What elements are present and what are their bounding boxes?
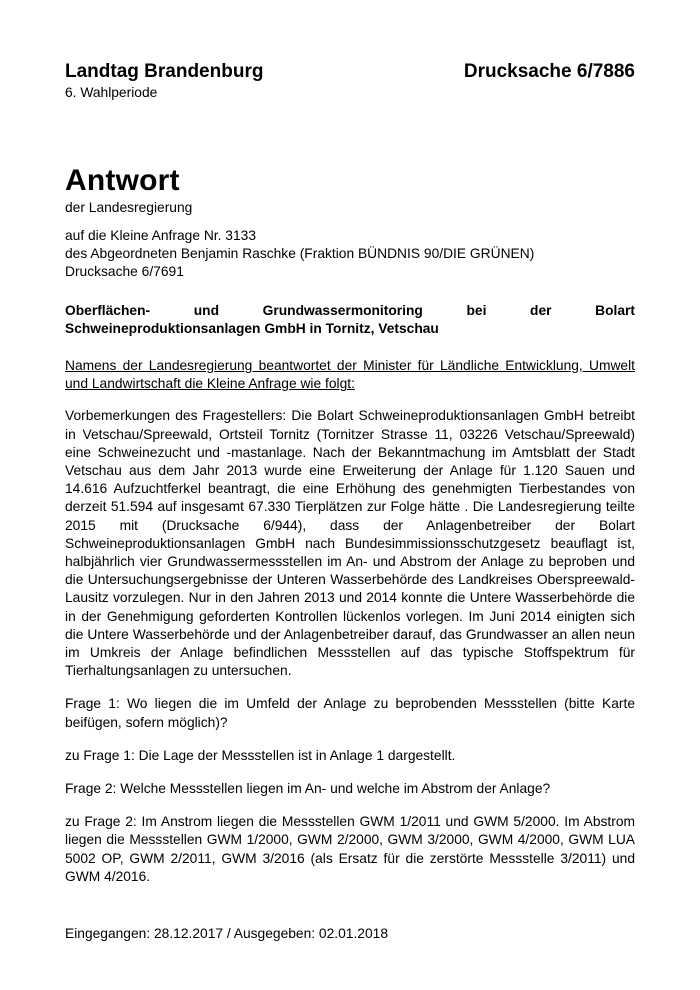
reference-block (65, 227, 635, 282)
preamble-statement: Namens der Landesregierung beantwortet der Minister für Ländliche Entwicklung, Umwelt und Landwirtschaft die Kleine Anfrage wie folgt: (65, 358, 635, 392)
reference-line-abgeordneter: des Abgeordneten Benjamin Raschke (Fraktion BÜNDNIS 90/DIE GRÜNEN) (65, 246, 535, 262)
paragraph-antwort-2: zu Frage 2: Im Anstrom liegen die Messstellen GWM 1/2011 und GWM 5/2000. Im Abstrom liegen die Messstellen GWM 1/2000, GWM 2/2000, GWM 3/2000, GWM 4/2000, GWM LUA 5002 OP, GWM 2/2011, GWM 3/2016 (als Ersatz für die zerstörte Messstelle 3/2011) und GWM 4/2016. (65, 814, 635, 884)
legislative-period: 6. Wahlperiode (65, 85, 158, 100)
paragraph-frage-1: Frage 1: Wo liegen die im Umfeld der Anlage zu beprobenden Messstellen (bitte Karte beifügen, sofern möglich)? (65, 696, 635, 730)
paragraph-frage-2: Frage 2: Welche Messstellen liegen im An- und welche im Abstrom der Anlage? (65, 781, 551, 797)
document-subtitle: der Landesregierung (65, 200, 193, 215)
institution-name: Landtag Brandenburg (65, 61, 264, 82)
document-header (65, 60, 635, 84)
subject-heading: Oberflächen- und Grundwassermonitoring bei der Bolart Schweineproduktionsanlagen GmbH in Tornitz, Vetschau (65, 302, 635, 336)
drucksache-number: Drucksache 6/7886 (463, 61, 635, 82)
document-title: Antwort (65, 164, 180, 197)
paragraph-vorbemerkungen: Vorbemerkungen des Fragestellers: Die Bolart Schweineproduktionsanlagen GmbH betreibt in Vetschau/Spreewald, Ortsteil Tornitz (Tornitzer Strasse 11, 03226 Vetschau/Spreewald) eine Schweinezucht und -mastanlage. Nach der Bekanntmachung im Amtsblatt der Stadt Vetschau aus dem Jahr 2013 wurde eine Erweiterung der Anlage für 1.120 Sauen und 14.616 Aufzuchtferkel beantragt, die eine Erhöhung des genehmigten Tierbestandes von derzeit 51.594 auf insgesamt 67.330 Tierplätzen zur Folge hätte . Die Landesregierung teilte 2015 mit (Drucksache 6/944), dass der Anlagenbetreiber der Bolart Schweineproduktionsanlagen GmbH nach Bundesimmissionsschutzgesetz beauflagt ist, halbjährlich vier Grundwassermessstellen im An- und Abstrom der Anlage zu beproben und die Untersuchungsergebnisse der Unteren Wasserbehörde des Landkreises Oberspreewald-Lausitz vorzulegen. Nur in den Jahren 2013 und 2014 konnte die Untere Wasserbehörde die in der Genehmigung geforderten Kontrollen lückenlos vorlegen. Im Juni 2014 einigten sich die Untere Wasserbehörde und der Anlagenbetreiber darauf, das Grundwasser an allen neun im Umkreis der Anlage befindlichen Messstellen auf das typische Stoffspektrum für Tierhaltungsanlagen zu untersuchen. (65, 408, 635, 679)
reference-line-anfrage: auf die Kleine Anfrage Nr. 3133 (65, 228, 256, 243)
reference-line-drucksache: Drucksache 6/7691 (65, 264, 184, 280)
footer-dates: Eingegangen: 28.12.2017 / Ausgegeben: 02.01.2018 (65, 926, 388, 941)
paragraph-antwort-1: zu Frage 1: Die Lage der Messstellen ist in Anlage 1 dargestellt. (65, 747, 456, 763)
